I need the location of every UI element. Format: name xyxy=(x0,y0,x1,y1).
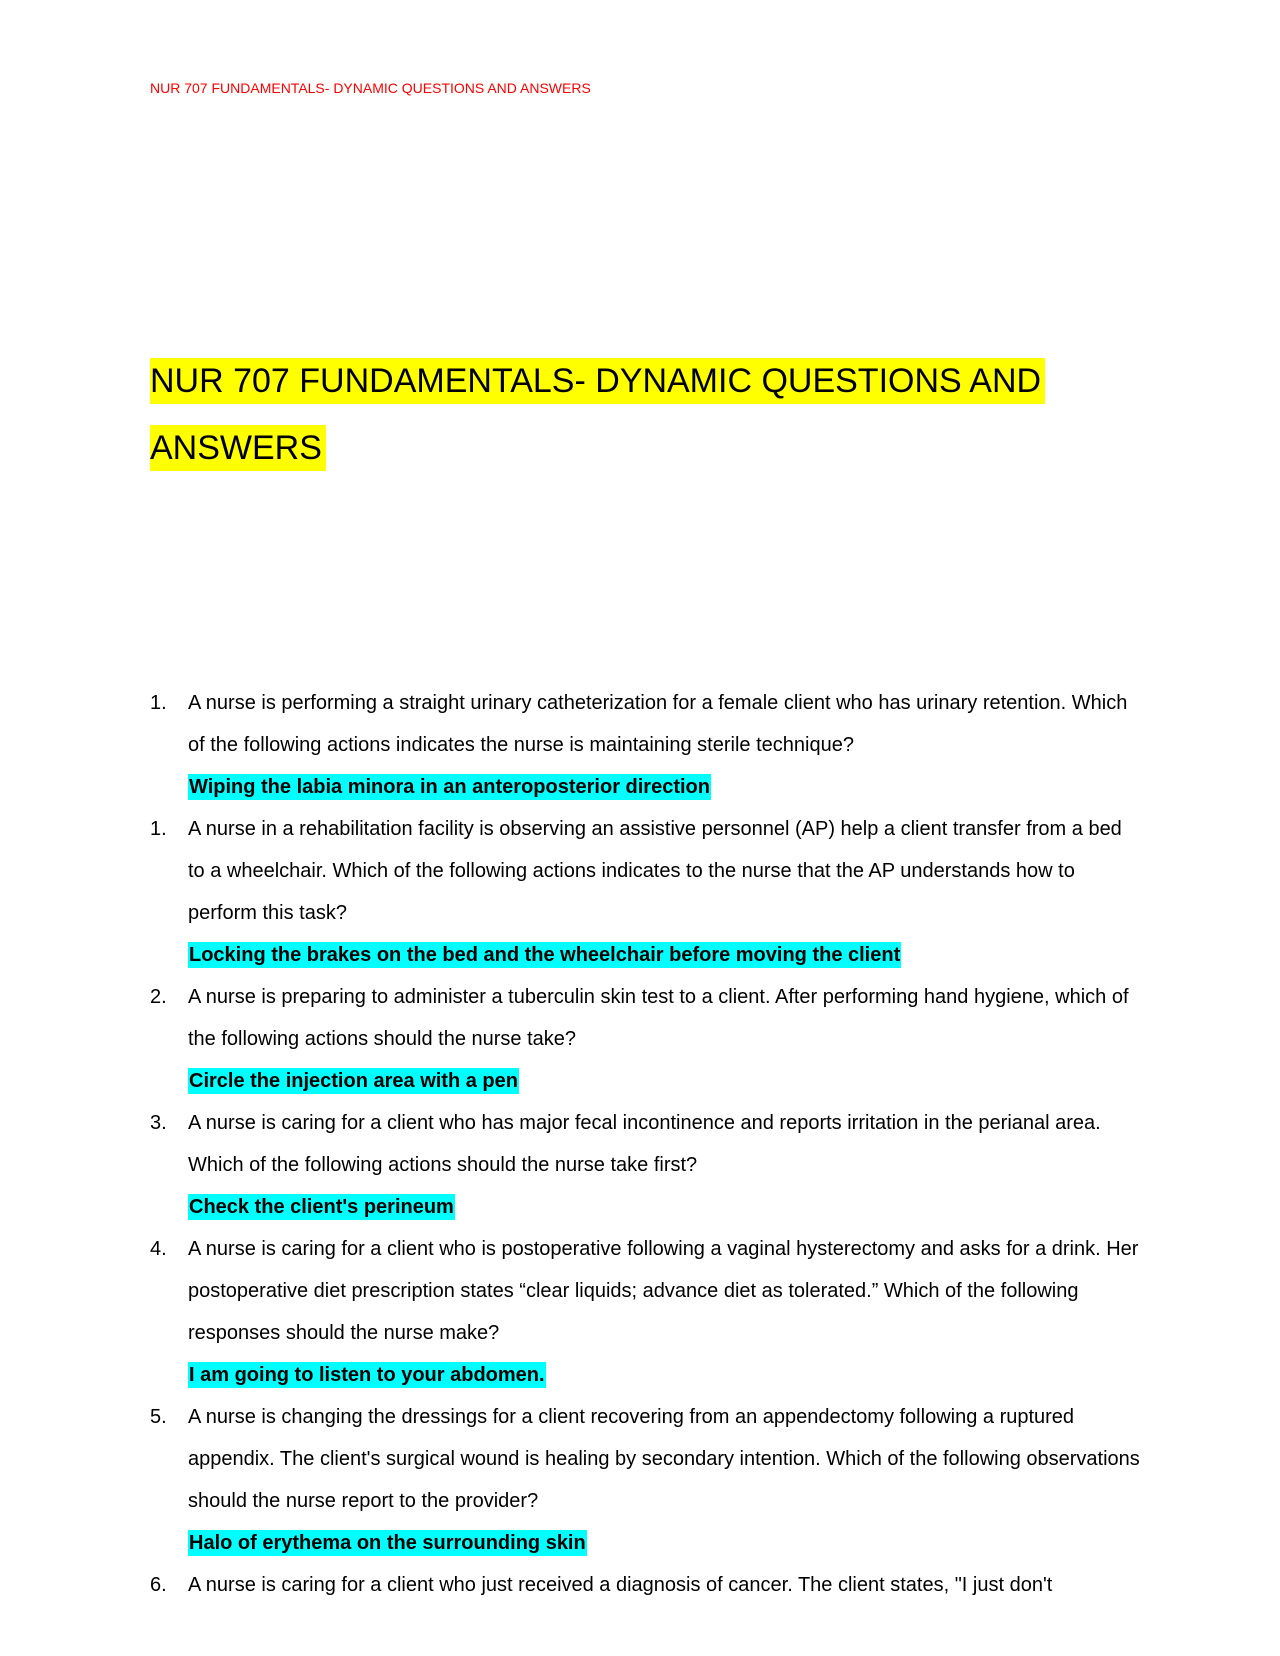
question-item xyxy=(150,1564,1140,1606)
answer-highlight: Halo of erythema on the surrounding skin xyxy=(189,1532,586,1554)
question-list xyxy=(150,682,1140,1606)
answer-highlight: Wiping the labia minora in an anteroposterior direction xyxy=(189,776,710,798)
answer-highlight: Check the client's perineum xyxy=(189,1196,454,1218)
question-item xyxy=(150,808,1140,976)
question-text: A nurse is preparing to administer a tuberculin skin test to a client. After performing hand hygiene, which of the following actions should the nurse take? xyxy=(188,986,1129,1050)
document-title-line-2: ANSWERS xyxy=(150,425,326,471)
question-number: 1. xyxy=(150,818,167,840)
answer-highlight: I am going to listen to your abdomen. xyxy=(189,1364,545,1386)
question-text: A nurse is caring for a client who just received a diagnosis of cancer. The client states, "I just don't xyxy=(188,1574,1053,1596)
question-text: A nurse is caring for a client who has major fecal incontinence and reports irritation in the perianal area. Which of the following actions should the nurse take first? xyxy=(188,1112,1101,1176)
question-item xyxy=(150,1102,1140,1228)
question-item xyxy=(150,976,1140,1102)
question-number: 4. xyxy=(150,1238,167,1260)
answer-highlight: Circle the injection area with a pen xyxy=(189,1070,518,1092)
question-item xyxy=(150,1396,1140,1564)
document-title-line-1: NUR 707 FUNDAMENTALS- DYNAMIC QUESTIONS AND xyxy=(150,358,1045,404)
question-number: 6. xyxy=(150,1574,167,1596)
question-text: A nurse is caring for a client who is postoperative following a vaginal hysterectomy and asks for a drink. Her postoperative diet prescription states “clear liquids; advance diet as tolerated.” Which of the following responses should the nurse make? xyxy=(188,1238,1139,1344)
question-number: 3. xyxy=(150,1112,167,1134)
running-header: NUR 707 FUNDAMENTALS- DYNAMIC QUESTIONS AND ANSWERS xyxy=(150,80,591,96)
question-item xyxy=(150,682,1140,808)
answer-highlight: Locking the brakes on the bed and the wheelchair before moving the client xyxy=(189,944,901,966)
question-text: A nurse is changing the dressings for a client recovering from an appendectomy following a ruptured appendix. The client's surgical wound is healing by secondary intention. Which of the following observations should the nurse report to the provider? xyxy=(188,1406,1140,1512)
question-text: A nurse in a rehabilitation facility is observing an assistive personnel (AP) help a client transfer from a bed to a wheelchair. Which of the following actions indicates to the nurse that the AP understands how to perform this task? xyxy=(188,818,1122,924)
question-number: 1. xyxy=(150,692,167,714)
question-item xyxy=(150,1228,1140,1396)
question-number: 2. xyxy=(150,986,167,1008)
question-text: A nurse is performing a straight urinary catheterization for a female client who has urinary retention. Which of the following actions indicates the nurse is maintaining sterile technique? xyxy=(188,692,1128,756)
question-number: 5. xyxy=(150,1406,167,1428)
